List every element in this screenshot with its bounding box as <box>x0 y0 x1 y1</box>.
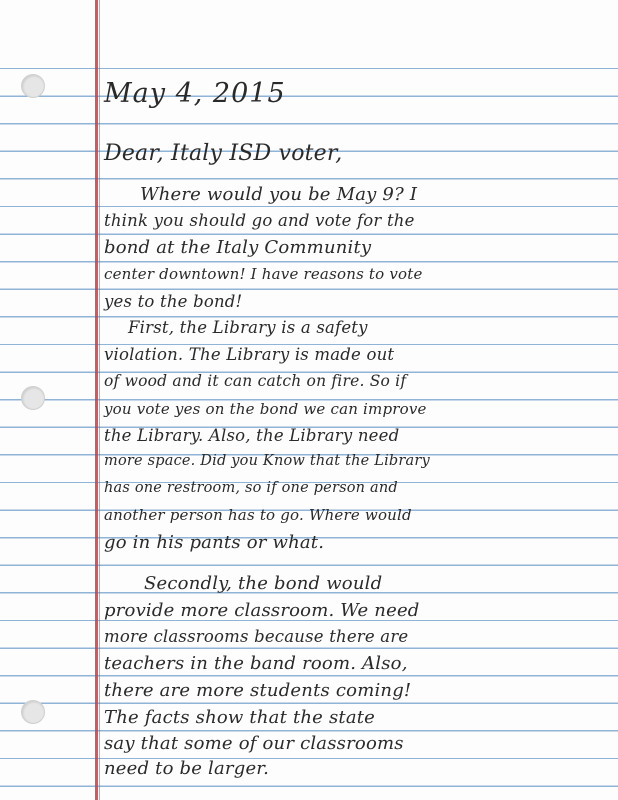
letter-line: you vote yes on the bond we can improve <box>104 400 427 418</box>
red-margin-line-secondary <box>99 0 100 800</box>
letter-line: Secondly, the bond would <box>144 573 383 594</box>
letter-line: center downtown! I have reasons to vote <box>104 265 423 283</box>
letter-line: say that some of our classrooms <box>104 733 404 754</box>
letter-line: bond at the Italy Community <box>104 237 372 258</box>
letter-line: more classrooms because there are <box>104 627 409 646</box>
punch-hole-middle <box>21 386 45 410</box>
letter-date: May 4, 2015 <box>104 78 286 109</box>
red-margin-line <box>95 0 98 800</box>
letter-line: yes to the bond! <box>104 292 243 311</box>
letter-line: has one restroom, so if one person and <box>104 480 398 496</box>
letter-line: of wood and it can catch on fire. So if <box>104 372 407 390</box>
letter-line: violation. The Library is made out <box>104 345 395 364</box>
page-top-margin <box>0 0 618 58</box>
letter-line: more space. Did you Know that the Library <box>104 453 430 469</box>
letter-greeting: Dear, Italy ISD voter, <box>104 141 343 166</box>
letter-line: there are more students coming! <box>104 680 412 701</box>
punch-hole-top <box>21 74 45 98</box>
letter-line: need to be larger. <box>104 758 270 779</box>
letter-line: First, the Library is a safety <box>128 318 368 337</box>
letter-line: the Library. Also, the Library need <box>104 426 400 445</box>
letter-line: teachers in the band room. Also, <box>104 653 408 674</box>
letter-line: another person has to go. Where would <box>104 506 412 524</box>
letter-line: think you should go and vote for the <box>104 211 415 230</box>
letter-line: go in his pants or what. <box>104 532 325 553</box>
letter-line: The facts show that the state <box>104 707 376 728</box>
punch-hole-bottom <box>21 700 45 724</box>
letter-line: provide more classroom. We need <box>104 600 420 621</box>
letter-line: Where would you be May 9? I <box>140 184 418 205</box>
